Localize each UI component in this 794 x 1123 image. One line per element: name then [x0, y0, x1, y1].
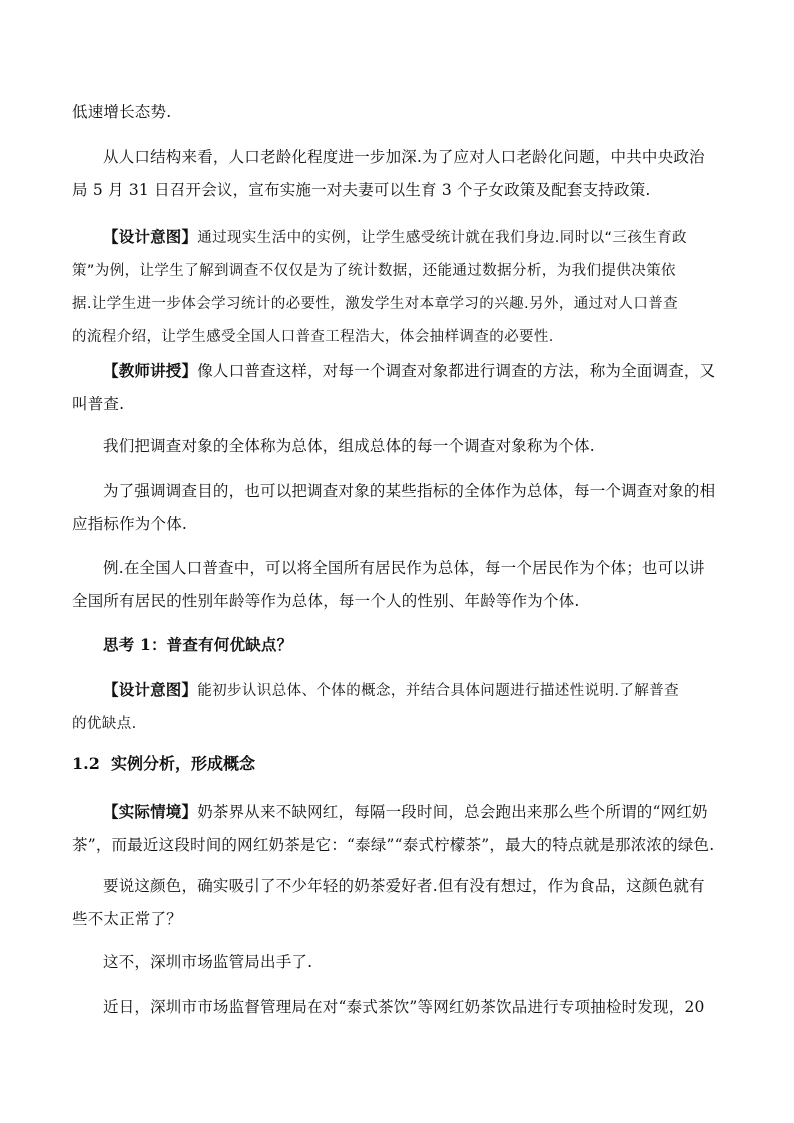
paragraph-shenzhen [72, 946, 724, 979]
text-line: 据.让学生进一步体会学习统计的必要性，激发学生对本章学习的兴趣.另外，通过对人口普查 [72, 296, 679, 312]
text-line: 奶茶界从来不缺网红，每隔一段时间，总会跑出来那么些个所谓的“网红奶 [197, 803, 708, 821]
text-line: 这不，深圳市场监管局出手了. [103, 953, 313, 971]
text-line: 策”为例，让学生了解到调查不仅仅是为了统计数据，还能通过数据分析，为我们提供决策依 [72, 263, 676, 279]
paragraph-question-1 [72, 628, 724, 661]
paragraph-real-situation [72, 795, 724, 862]
text-line: 的流程介绍，让学生感受全国人口普查工程浩大，体会抽样调查的必要性. [72, 329, 554, 345]
section-number: 1.2 [72, 754, 100, 773]
text-line: 茶”，而最近这段时间的网红奶茶是它：“泰绿”“泰式柠檬茶”，最大的特点就是那浓浓的绿色. [72, 836, 715, 854]
text-line: 全国所有居民的性别年龄等作为总体，每一个人的性别、年龄等作为个体. [72, 592, 580, 610]
text-line: 例.在全国人口普查中，可以将全国所有居民作为总体，每一个居民作为个体；也可以讲 [103, 559, 705, 577]
paragraph-teacher-lecture [72, 354, 724, 421]
paragraph-color-question [72, 870, 724, 936]
text-line: 我们把调查对象的全体称为总体，组成总体的每一个调查对象称为个体. [103, 437, 595, 455]
paragraph-example [72, 552, 724, 618]
paragraph-indicator-definition [72, 475, 724, 541]
design-intent-label: 【设计意图】 [103, 680, 198, 699]
section-title: 实例分析，形成概念 [110, 754, 255, 773]
paragraph-recent-inspection [72, 991, 724, 1024]
text-line: 能初步认识总体、个体的概念，并结合具体问题进行描述性说明.了解普查 [197, 683, 680, 699]
text-line: 应指标作为个体. [72, 515, 188, 533]
real-situation-label: 【实际情境】 [103, 802, 198, 821]
text-line: 近日，深圳市市场监督管理局在对“泰式茶饮”等网红奶茶饮品进行专项抽检时发现，20 [103, 998, 705, 1016]
section-heading [72, 747, 255, 780]
text-line: 低速增长态势. [72, 103, 172, 121]
text-line: 些不太正常了？ [72, 910, 182, 928]
text-line: 局 5 月 31 日召开会议，宣布实施一对夫妻可以生育 3 个子女政策及配套支持政策. [72, 181, 651, 199]
text-line: 思考 1：普查有何优缺点？ [103, 635, 293, 654]
design-intent-label: 【设计意图】 [103, 227, 198, 246]
paragraph-design-intent-2 [72, 673, 724, 741]
text-line: 通过现实生活中的实例，让学生感受统计就在我们身边.同时以“三孩生育政 [197, 230, 687, 246]
paragraph-population-structure [72, 141, 724, 207]
text-line: 要说这颜色，确实吸引了不少年轻的奶茶爱好者.但有没有想过，作为食品，这颜色就有 [103, 877, 705, 895]
teacher-lecture-label: 【教师讲授】 [103, 361, 198, 380]
text-line: 为了强调调查目的，也可以把调查对象的某些指标的全体作为总体，每一个调查对象的相 [103, 482, 716, 500]
text-line: 像人口普查这样，对每一个调查对象都进行调查的方法，称为全面调查，又 [197, 362, 716, 380]
text-line: 的优缺点. [72, 716, 137, 732]
paragraph-trend [72, 96, 724, 129]
text-line: 叫普查. [72, 395, 125, 413]
paragraph-population-definition [72, 430, 724, 463]
paragraph-design-intent-1 [72, 220, 724, 354]
text-line: 从人口结构来看，人口老龄化程度进一步加深.为了应对人口老龄化问题，中共中央政治 [103, 148, 705, 166]
